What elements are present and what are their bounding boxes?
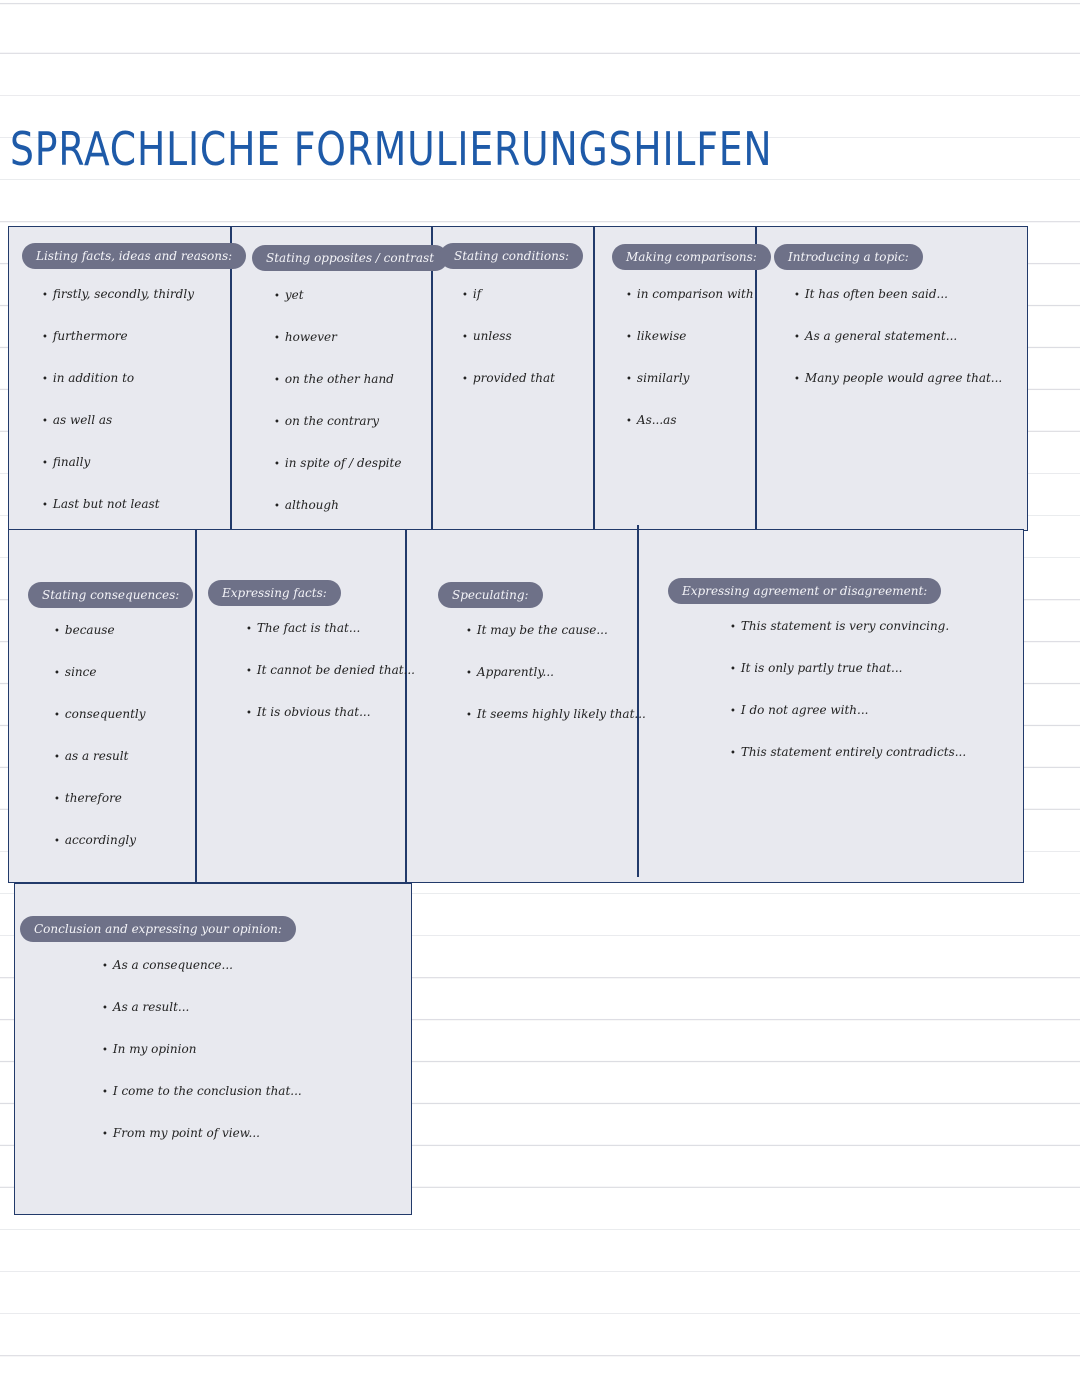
section-heading: Speculating: xyxy=(438,582,543,608)
list-item: • unless xyxy=(462,315,583,357)
list-item: • I do not agree with... xyxy=(730,689,966,731)
list-item: • Last but not least xyxy=(42,483,246,525)
section-speculating xyxy=(438,582,646,735)
list-item: • however xyxy=(274,316,448,358)
list-item: • firstly, secondly, thirdly xyxy=(42,273,246,315)
list-item: • Apparently... xyxy=(466,651,646,693)
list-item: • It cannot be denied that... xyxy=(246,649,415,691)
list-item: • although xyxy=(274,484,448,526)
section-consequences xyxy=(28,582,193,861)
section-heading: Making comparisons: xyxy=(612,244,771,270)
list-item: • This statement is very convincing. xyxy=(730,605,966,647)
section-agreement xyxy=(668,578,966,773)
list-item: • as a result xyxy=(54,735,193,777)
list-item: • This statement entirely contradicts... xyxy=(730,731,966,773)
phrase-list xyxy=(626,273,771,441)
phrase-list xyxy=(274,274,448,526)
list-item: • As a result... xyxy=(102,986,302,1028)
phrase-list xyxy=(54,609,193,861)
list-item: • It is obvious that... xyxy=(246,691,415,733)
phrase-list xyxy=(466,609,646,735)
section-conditions xyxy=(440,243,583,399)
page-title: SPRACHLICHE FORMULIERUNGSHILFEN xyxy=(10,122,773,176)
list-item: • I come to the conclusion that... xyxy=(102,1070,302,1112)
list-item: • furthermore xyxy=(42,315,246,357)
list-item: • likewise xyxy=(626,315,771,357)
list-item: • In my opinion xyxy=(102,1028,302,1070)
section-heading: Stating consequences: xyxy=(28,582,193,608)
section-heading: Conclusion and expressing your opinion: xyxy=(20,916,296,942)
section-heading: Stating conditions: xyxy=(440,243,583,269)
phrase-list xyxy=(246,607,415,733)
section-opposites xyxy=(252,245,448,526)
list-item: • therefore xyxy=(54,777,193,819)
section-heading: Stating opposites / contrast xyxy=(252,245,448,271)
list-item: • on the other hand xyxy=(274,358,448,400)
list-item: • As a consequence... xyxy=(102,944,302,986)
section-topic xyxy=(774,244,1002,399)
list-item: • if xyxy=(462,273,583,315)
list-item: • As a general statement... xyxy=(794,315,1002,357)
list-item: • on the contrary xyxy=(274,400,448,442)
list-item: • provided that xyxy=(462,357,583,399)
list-item: • as well as xyxy=(42,399,246,441)
section-heading: Expressing agreement or disagreement: xyxy=(668,578,941,604)
section-facts xyxy=(208,580,415,733)
section-comparisons xyxy=(612,244,771,441)
list-item: • yet xyxy=(274,274,448,316)
list-item: • in addition to xyxy=(42,357,246,399)
section-heading: Expressing facts: xyxy=(208,580,341,606)
list-item: • Many people would agree that... xyxy=(794,357,1002,399)
list-item: • From my point of view... xyxy=(102,1112,302,1154)
section-listing xyxy=(22,243,246,525)
section-conclusion xyxy=(20,916,302,1154)
phrase-list xyxy=(42,273,246,525)
list-item: • in comparison with xyxy=(626,273,771,315)
section-heading: Introducing a topic: xyxy=(774,244,923,270)
list-item: • finally xyxy=(42,441,246,483)
list-item: • because xyxy=(54,609,193,651)
phrase-list xyxy=(102,944,302,1154)
phrase-list xyxy=(794,273,1002,399)
list-item: • As...as xyxy=(626,399,771,441)
phrase-list xyxy=(462,273,583,399)
list-item: • It has often been said... xyxy=(794,273,1002,315)
list-item: • It may be the cause... xyxy=(466,609,646,651)
list-item: • It is only partly true that... xyxy=(730,647,966,689)
list-item: • similarly xyxy=(626,357,771,399)
list-item: • since xyxy=(54,651,193,693)
divider xyxy=(593,226,595,531)
section-heading: Listing facts, ideas and reasons: xyxy=(22,243,246,269)
list-item: • consequently xyxy=(54,693,193,735)
list-item: • The fact is that... xyxy=(246,607,415,649)
list-item: • in spite of / despite xyxy=(274,442,448,484)
divider xyxy=(195,529,197,887)
list-item: • accordingly xyxy=(54,819,193,861)
phrase-list xyxy=(730,605,966,773)
list-item: • It seems highly likely that... xyxy=(466,693,646,735)
